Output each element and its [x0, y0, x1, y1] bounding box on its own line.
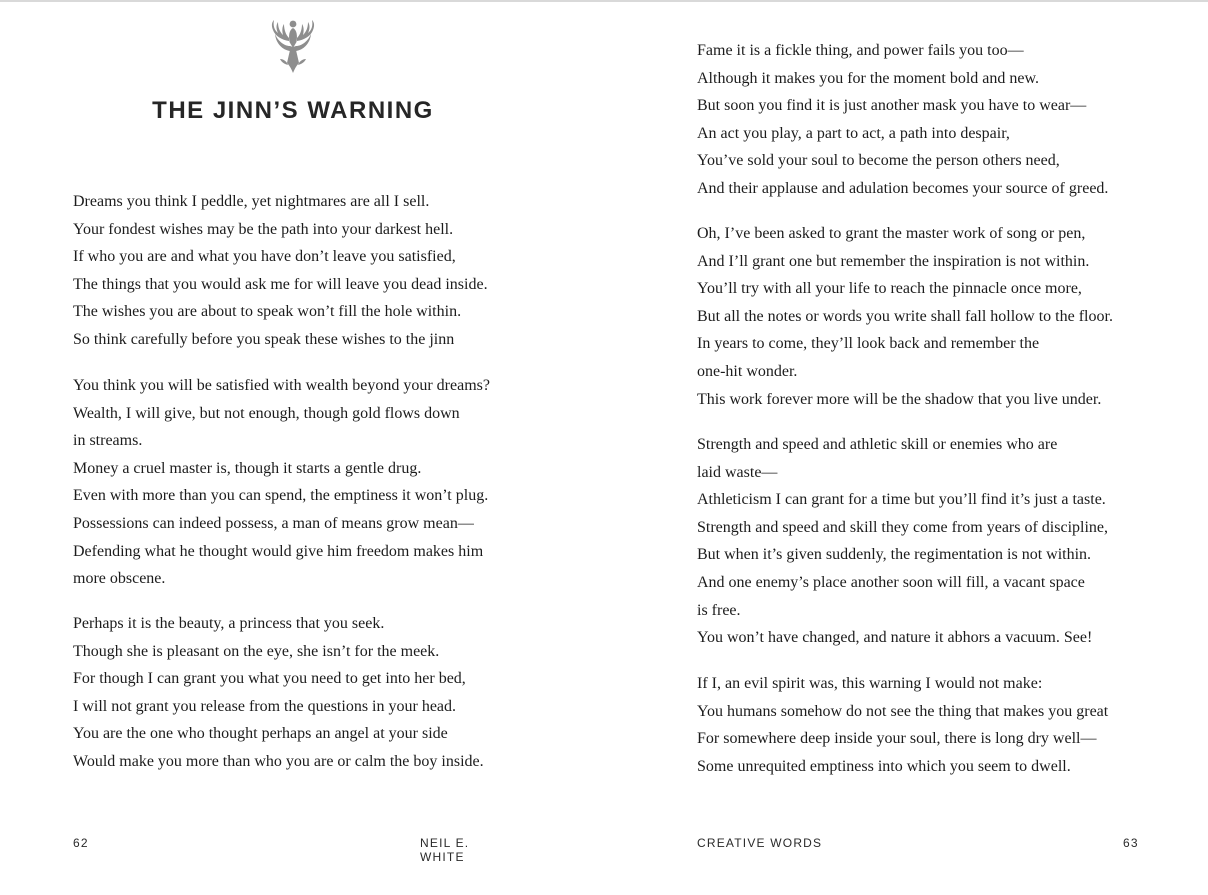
poem-line: Although it makes you for the moment bold and new.: [697, 69, 1040, 87]
poem-line: Athleticism I can grant for a time but you’ll find it’s just a taste.: [697, 491, 1106, 509]
poem-line: more obscene.: [73, 570, 166, 588]
poem-line: For though I can grant you what you need to get into her bed,: [73, 670, 466, 688]
stanza-5: [697, 220, 1157, 413]
poem-line: You think you will be satisfied with wealth beyond your dreams?: [73, 377, 490, 394]
poem-line: If I, an evil spirit was, this warning I would not make:: [697, 675, 1043, 692]
poem-line: Possessions can indeed possess, a man of means grow mean—: [73, 514, 474, 532]
poem-line: is free.: [697, 601, 741, 619]
poem-line: So think carefully before you speak these wishes to the jinn: [73, 330, 455, 348]
poem-line: And one enemy’s place another soon will fill, a vacant space: [697, 573, 1085, 591]
stanza-6: [697, 431, 1157, 652]
poem-line: You’ll try with all your life to reach the pinnacle once more,: [697, 280, 1082, 298]
page-number-right: 63: [1123, 836, 1139, 850]
poem-title: THE JINN’S WARNING: [152, 97, 434, 124]
poem-line: You are the one who thought perhaps an angel at your side: [73, 725, 448, 743]
poem-line: laid waste—: [697, 463, 778, 481]
poem-line: Would make you more than who you are or calm the boy inside.: [73, 752, 484, 770]
poem-line: For somewhere deep inside your soul, there is long dry well—: [697, 730, 1097, 748]
poem-line: But soon you find it is just another mask you have to wear—: [697, 97, 1087, 115]
poem-line: The things that you would ask me for will leave you dead inside.: [73, 275, 488, 293]
poem-line: in streams.: [73, 432, 143, 450]
poem-line: Some unrequited emptiness into which you seem to dwell.: [697, 757, 1071, 775]
poem-line: Wealth, I will give, but not enough, though gold flows down: [73, 404, 460, 422]
poem-line: one-hit wonder.: [697, 362, 798, 380]
poem-line: The wishes you are about to speak won’t fill the hole within.: [73, 303, 462, 321]
book-title-footer: CREATIVE WORDS: [697, 836, 823, 850]
poem-line: And I’ll grant one but remember the inspiration is not within.: [697, 252, 1090, 270]
author-footer: NEIL E. WHITE: [420, 836, 470, 864]
poem-line: But all the notes or words you write shall fall hollow to the floor.: [697, 307, 1113, 325]
poem-line: Though she is pleasant on the eye, she isn’t for the meek.: [73, 642, 440, 660]
poem-line: If who you are and what you have don’t leave you satisfied,: [73, 248, 456, 266]
poem-line: This work forever more will be the shadow that you live under.: [697, 390, 1102, 408]
stanza-3: [73, 610, 533, 776]
poem-line: You won’t have changed, and nature it abhors a vacuum. See!: [697, 629, 1093, 647]
eagle-emblem-icon: [266, 19, 320, 75]
stanza-1: [73, 188, 533, 354]
poem-line: Dreams you think I peddle, yet nightmares are all I sell.: [73, 193, 430, 210]
poem-line: Strength and speed and athletic skill or enemies who are: [697, 436, 1058, 453]
poem-line: In years to come, they’ll look back and remember the: [697, 335, 1040, 353]
poem-line: But when it’s given suddenly, the regimentation is not within.: [697, 546, 1092, 564]
stanza-2: [73, 372, 533, 593]
poem-line: Perhaps it is the beauty, a princess that you seek.: [73, 615, 385, 632]
poem-line: Oh, I’ve been asked to grant the master work of song or pen,: [697, 225, 1086, 242]
poem-line: Your fondest wishes may be the path into your darkest hell.: [73, 220, 454, 238]
right-page: [697, 0, 1137, 895]
poem-line: Even with more than you can spend, the emptiness it won’t plug.: [73, 487, 489, 505]
poem-line: You’ve sold your soul to become the person others need,: [697, 152, 1060, 170]
left-page: [73, 0, 513, 895]
poem-line: Strength and speed and skill they come from years of discipline,: [697, 518, 1109, 536]
poem-line: Money a cruel master is, though it starts a gentle drug.: [73, 459, 422, 477]
stanza-4: [697, 37, 1157, 203]
stanza-7: [697, 670, 1157, 780]
poem-line: An act you play, a part to act, a path into despair,: [697, 124, 1010, 142]
poem-line: Defending what he thought would give him freedom makes him: [73, 542, 484, 560]
poem-line: I will not grant you release from the questions in your head.: [73, 697, 457, 715]
poem-line: Fame it is a fickle thing, and power fails you too—: [697, 42, 1024, 59]
poem-line: And their applause and adulation becomes your source of greed.: [697, 179, 1109, 197]
poem-line: You humans somehow do not see the thing that makes you great: [697, 702, 1109, 720]
page-number-left: 62: [73, 836, 89, 850]
